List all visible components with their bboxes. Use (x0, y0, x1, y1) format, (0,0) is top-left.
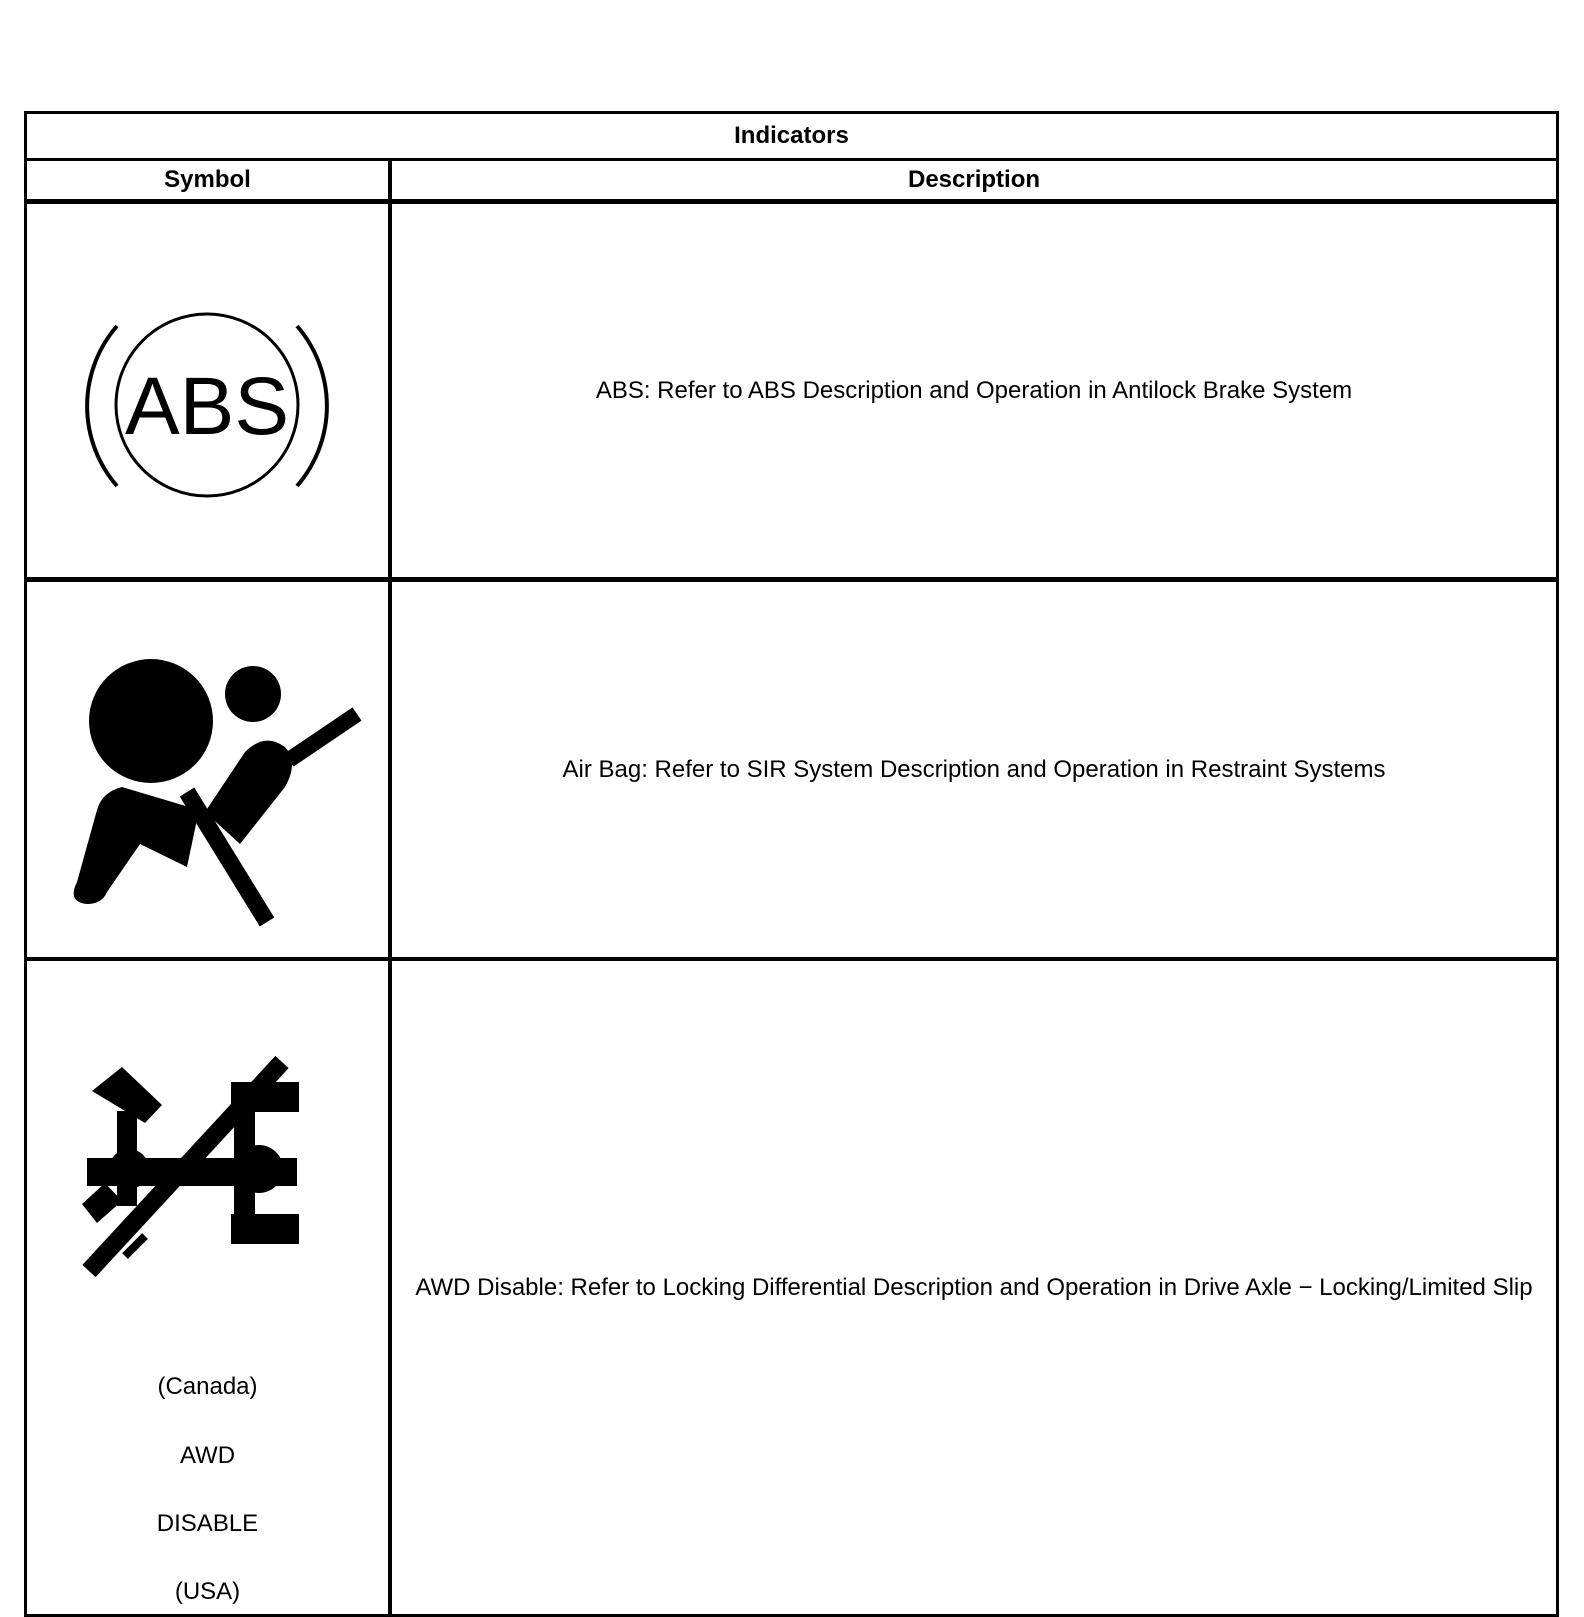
row-description: AWD Disable: Refer to Locking Differential Description and Operation in Drive Axle − Locking/Limited Slip (415, 1274, 1533, 1301)
table-title: Indicators (27, 114, 1556, 161)
table-header-row (27, 161, 1556, 204)
table-row (27, 961, 1556, 1614)
symbol-cell (27, 204, 392, 577)
symbol-column-header: Symbol (27, 161, 392, 199)
abs-icon-text: ABS (124, 361, 290, 452)
symbol-label-usa: (USA) (174, 1578, 241, 1605)
row-description: Air Bag: Refer to SIR System Description and Operation in Restraint Systems (562, 756, 1386, 783)
table-row (27, 582, 1556, 961)
awd-disable-icon (27, 961, 392, 1301)
symbol-cell (27, 582, 392, 957)
row-description: ABS: Refer to ABS Description and Operation in Antilock Brake System (595, 377, 1353, 404)
airbag-icon (27, 582, 392, 957)
symbol-label-awd: AWD (179, 1442, 236, 1469)
indicators-table (24, 111, 1559, 1617)
symbol-label-canada: (Canada) (157, 1373, 258, 1400)
description-column-header: Description (907, 166, 1041, 193)
symbol-cell (27, 961, 392, 1614)
symbol-label-disable: DISABLE (156, 1510, 259, 1537)
abs-icon (27, 204, 392, 577)
table-row (27, 204, 1556, 582)
